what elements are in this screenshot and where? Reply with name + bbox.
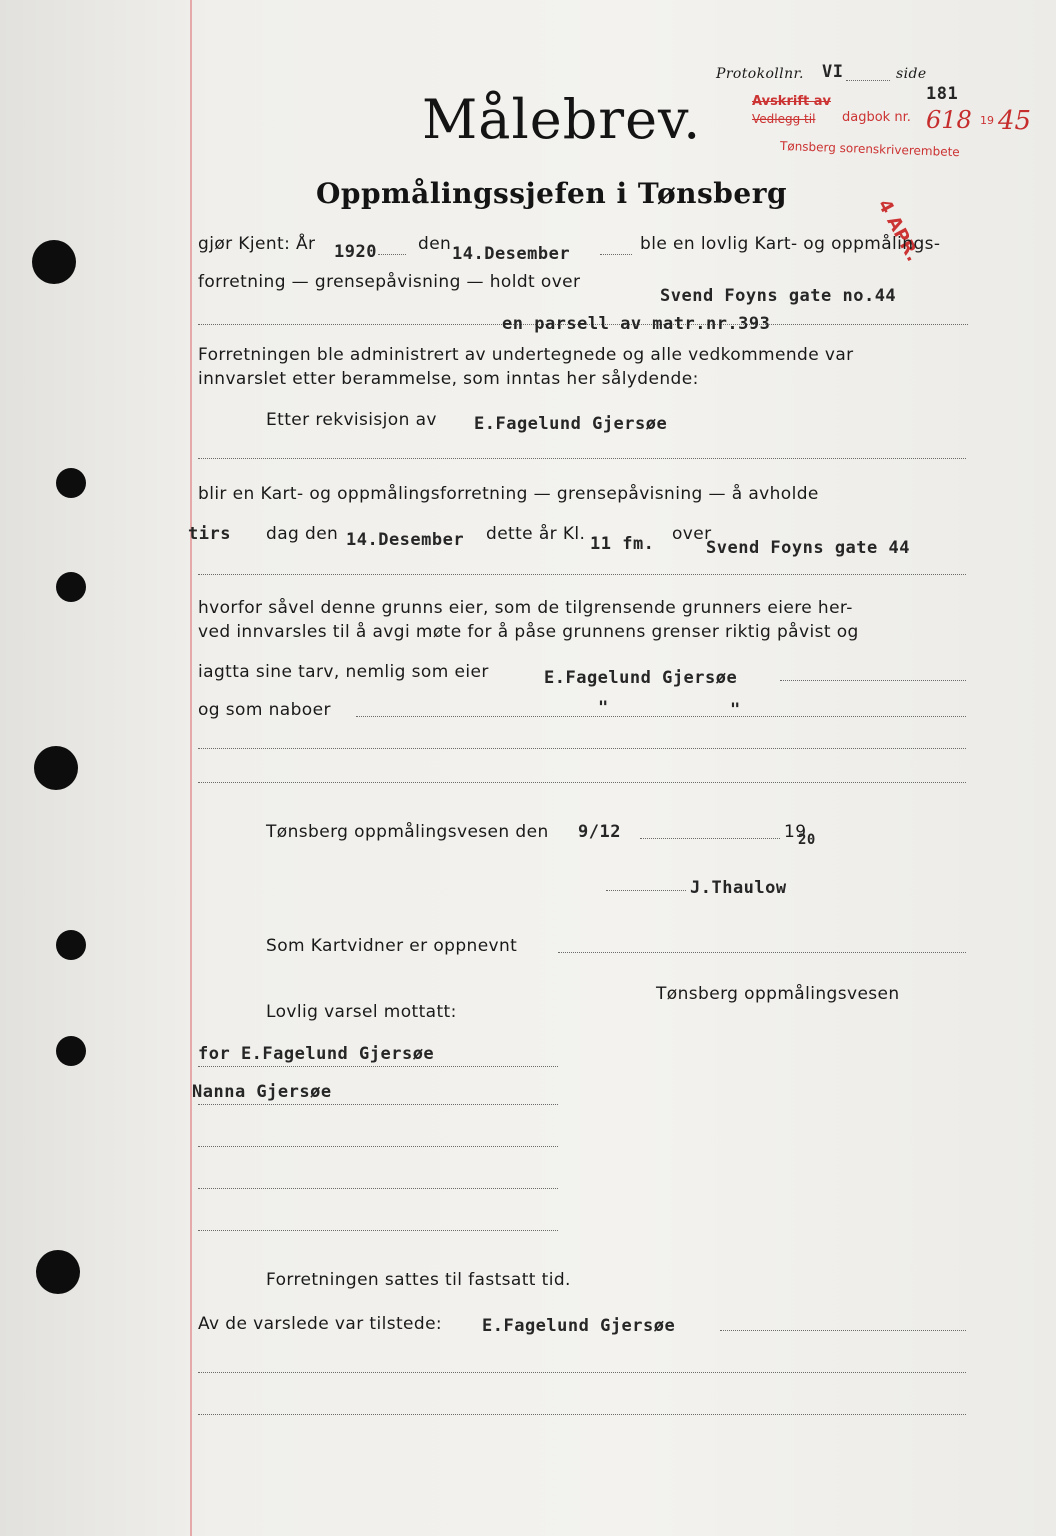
blir-line: blir en Kart- og oppmålingsforretning — grensepåvisning — å avholde bbox=[198, 484, 819, 504]
forretningen-sattes: Forretningen sattes til fastsatt tid. bbox=[266, 1270, 571, 1290]
office-date: 9/12 bbox=[578, 822, 621, 842]
row2-place: Svend Foyns gate no.44 bbox=[660, 286, 897, 306]
side-label: side bbox=[896, 66, 927, 82]
eier-prefix: iagtta sine tarv, nemlig som eier bbox=[198, 662, 489, 682]
varsel-dots-5 bbox=[198, 1230, 558, 1231]
red-margin-line bbox=[190, 0, 192, 1536]
tilstede-dots-3 bbox=[198, 1414, 966, 1415]
varsel-line-2: Nanna Gjersøe bbox=[192, 1082, 332, 1102]
dag-date: 14.Desember bbox=[346, 530, 465, 550]
protokoll-dots bbox=[846, 80, 890, 81]
office-prefix: Tønsberg oppmålingsvesen den bbox=[266, 822, 549, 842]
rekvisisjon-prefix: Etter rekvisisjon av bbox=[266, 410, 437, 430]
eier-dots bbox=[780, 680, 966, 681]
stamp-year-prefix: 19 bbox=[980, 114, 994, 127]
page-subtitle: Oppmålingssjefen i Tønsberg bbox=[316, 177, 788, 210]
naboer-dots bbox=[356, 716, 966, 717]
row2-prefix: forretning — grensepåvisning — holdt over bbox=[198, 272, 581, 292]
lovlig-varsel-label: Lovlig varsel mottatt: bbox=[266, 1002, 457, 1022]
office-dots bbox=[640, 838, 780, 839]
varsel-dots-4 bbox=[198, 1188, 558, 1189]
varsel-line-1: for E.Fagelund Gjersøe bbox=[198, 1044, 435, 1064]
dagbok-number: 618 bbox=[926, 106, 972, 134]
row1-dots-1 bbox=[378, 254, 406, 255]
dag-dette: dette år Kl. bbox=[486, 524, 586, 544]
paragraph2-line1: hvorfor såvel denne grunns eier, som de tilgrensende grunners eiere her- bbox=[198, 598, 853, 618]
row1-suffix: ble en lovlig Kart- og oppmålings- bbox=[640, 234, 941, 254]
varsel-dots-3 bbox=[198, 1146, 558, 1147]
tilstede-prefix: Av de varslede var tilstede: bbox=[198, 1314, 443, 1334]
side-value: 181 bbox=[926, 84, 959, 104]
kartvidner-dots bbox=[558, 952, 966, 953]
row1-year: 1920 bbox=[334, 242, 377, 262]
naboer-prefix: og som naboer bbox=[198, 700, 331, 720]
page-title: Målebrev. bbox=[422, 88, 702, 151]
eier-name: E.Fagelund Gjersøe bbox=[544, 668, 738, 688]
naboer-ditto-2: " bbox=[730, 700, 741, 720]
row1-prefix: gjør Kjent: År bbox=[198, 234, 316, 254]
stamp-line2: Tønsberg sorenskriverembete bbox=[779, 138, 960, 160]
dag-time: 11 fm. bbox=[590, 534, 655, 554]
signature: J.Thaulow bbox=[690, 878, 787, 898]
dag-weekday: tirs bbox=[188, 524, 231, 544]
stamp-line1b: Vedlegg til bbox=[752, 112, 816, 126]
dag-place: Svend Foyns gate 44 bbox=[706, 538, 910, 558]
protokoll-label: Protokollnr. bbox=[716, 66, 804, 82]
row1-date: 14.Desember bbox=[452, 244, 571, 264]
punch-hole-7 bbox=[36, 1250, 80, 1294]
punch-hole-2 bbox=[56, 468, 86, 498]
punch-hole-1 bbox=[32, 240, 76, 284]
punch-hole-4 bbox=[34, 746, 78, 790]
row3-parcel: en parsell av matr.nr.393 bbox=[502, 314, 771, 334]
varsel-dots-2 bbox=[198, 1104, 558, 1105]
protokoll-value: VI bbox=[822, 62, 844, 82]
stamp-line1: Avskrift av bbox=[752, 94, 831, 109]
tilstede-dots bbox=[720, 1330, 966, 1331]
paragraph2-line2: ved innvarsles til å avgi møte for å påse grunnens grenser riktig påvist og bbox=[198, 622, 859, 642]
paragraph1-line2: innvarslet etter berammelse, som inntas her sålydende: bbox=[198, 369, 699, 389]
office-name: Tønsberg oppmålingsvesen bbox=[656, 984, 900, 1004]
varsel-dots-1 bbox=[198, 1066, 558, 1067]
rekvisisjon-dots bbox=[198, 458, 966, 459]
punch-hole-5 bbox=[56, 930, 86, 960]
stamp-date: 4 APR. bbox=[873, 196, 924, 265]
signature-dots bbox=[606, 890, 686, 891]
paragraph1-line1: Forretningen ble administrert av undertegnede og alle vedkommende var bbox=[198, 345, 854, 365]
row1-den: den bbox=[418, 234, 452, 254]
rekvisisjon-name: E.Fagelund Gjersøe bbox=[474, 414, 668, 434]
office-year-prefix: 19 bbox=[784, 822, 807, 842]
stamp-year-suffix: 45 bbox=[998, 106, 1032, 136]
dag-over: over bbox=[672, 524, 712, 544]
punch-hole-6 bbox=[56, 1036, 86, 1066]
naboer-dots-3 bbox=[198, 782, 966, 783]
tilstede-name: E.Fagelund Gjersøe bbox=[482, 1316, 676, 1336]
stamp-line1c: dagbok nr. bbox=[842, 110, 911, 125]
punch-hole-3 bbox=[56, 572, 86, 602]
dag-label: dag den bbox=[266, 524, 339, 544]
office-year-suffix: 20 bbox=[798, 832, 816, 848]
naboer-dots-2 bbox=[198, 748, 966, 749]
tilstede-dots-2 bbox=[198, 1372, 966, 1373]
row1-dots-2 bbox=[600, 254, 632, 255]
kartvidner-label: Som Kartvidner er oppnevnt bbox=[266, 936, 518, 956]
naboer-ditto-1: " bbox=[598, 698, 609, 718]
dag-dots bbox=[198, 574, 966, 575]
